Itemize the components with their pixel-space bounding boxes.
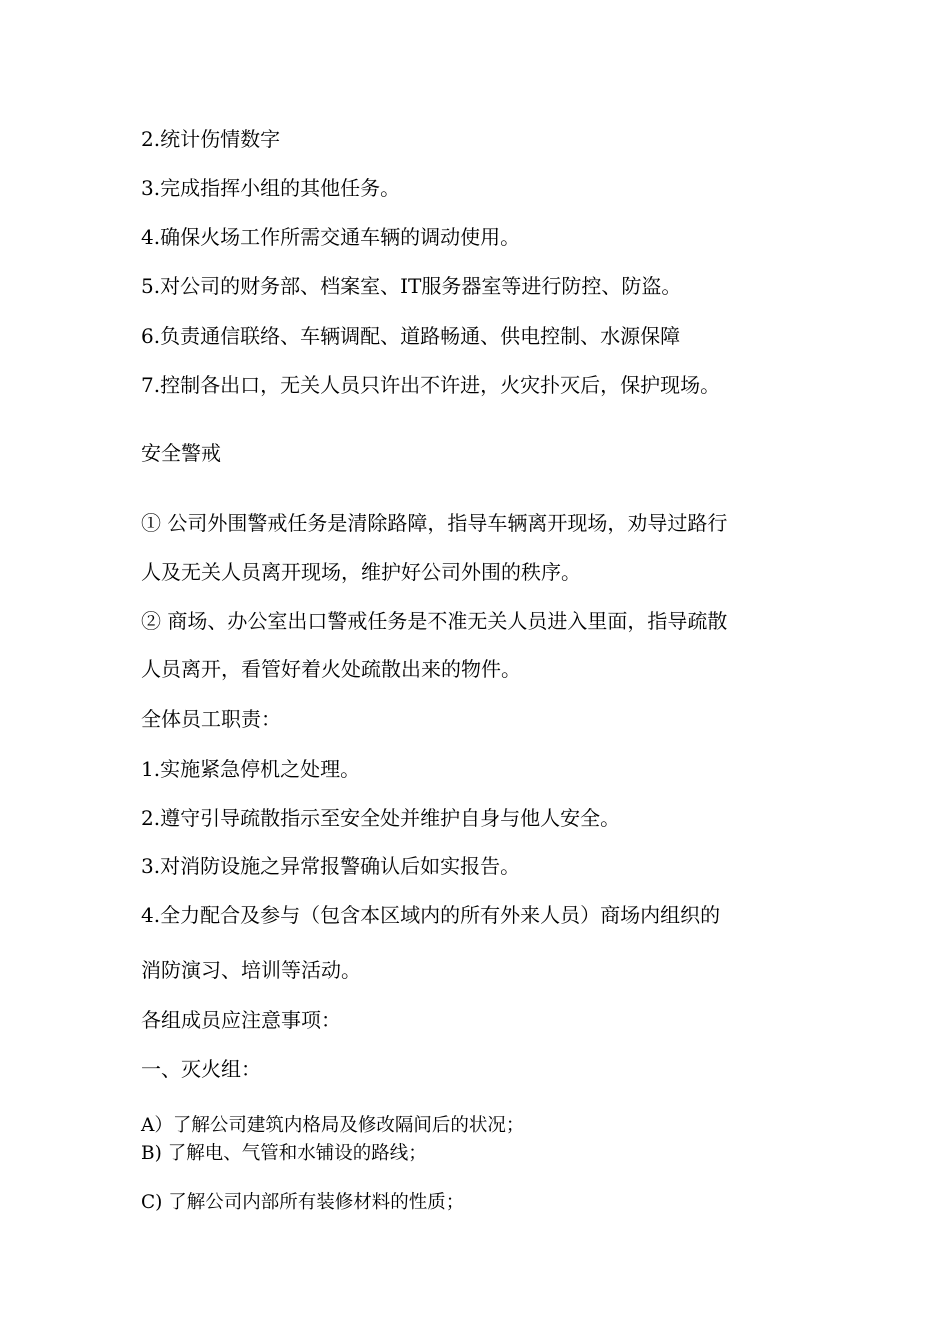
text-line-6: 7.控制各出口，无关人员只许出不许进，火灾扑灭后，保护现场。 xyxy=(141,373,721,397)
text-line-8: ① 公司外围警戒任务是清除路障，指导车辆离开现场，劝导过路行 xyxy=(141,511,728,535)
text-line-14: 2.遵守引导疏散指示至安全处并维护自身与他人安全。 xyxy=(141,806,621,830)
text-line-13: 1.实施紧急停机之处理。 xyxy=(141,757,361,781)
text-line-3: 4.确保火场工作所需交通车辆的调动使用。 xyxy=(141,225,521,249)
text-line-16: 4.全力配合及参与（包含本区域内的所有外来人员）商场内组织的 xyxy=(141,903,721,927)
text-line-20: A）了解公司建筑内格局及修改隔间后的状况； xyxy=(141,1115,525,1136)
text-line-4: 5.对公司的财务部、档案室、IT服务器室等进行防控、防盗。 xyxy=(141,274,682,298)
text-line-1: 2.统计伤情数字 xyxy=(141,127,281,151)
text-line-15: 3.对消防设施之异常报警确认后如实报告。 xyxy=(141,854,521,878)
text-line-10: ② 商场、办公室出口警戒任务是不准无关人员进入里面，指导疏散 xyxy=(141,609,728,633)
section-heading-fire-group: 一、灭火组： xyxy=(141,1057,261,1081)
text-line-9: 人及无关人员离开现场，维护好公司外围的秩序。 xyxy=(141,560,581,584)
text-line-5: 6.负责通信联络、车辆调配、道路畅通、供电控制、水源保障 xyxy=(141,324,681,348)
text-line-2: 3.完成指挥小组的其他任务。 xyxy=(141,176,401,200)
section-heading-staff-duties: 全体员工职责： xyxy=(141,707,281,731)
text-line-21: B) 了解电、气管和水铺设的路线； xyxy=(141,1143,427,1164)
text-line-22: C) 了解公司内部所有装修材料的性质； xyxy=(141,1192,465,1213)
section-heading-security: 安全警戒 xyxy=(141,441,221,465)
section-heading-notes: 各组成员应注意事项： xyxy=(141,1008,341,1032)
text-line-17: 消防演习、培训等活动。 xyxy=(141,958,361,982)
text-line-11: 人员离开，看管好着火处疏散出来的物件。 xyxy=(141,657,521,681)
